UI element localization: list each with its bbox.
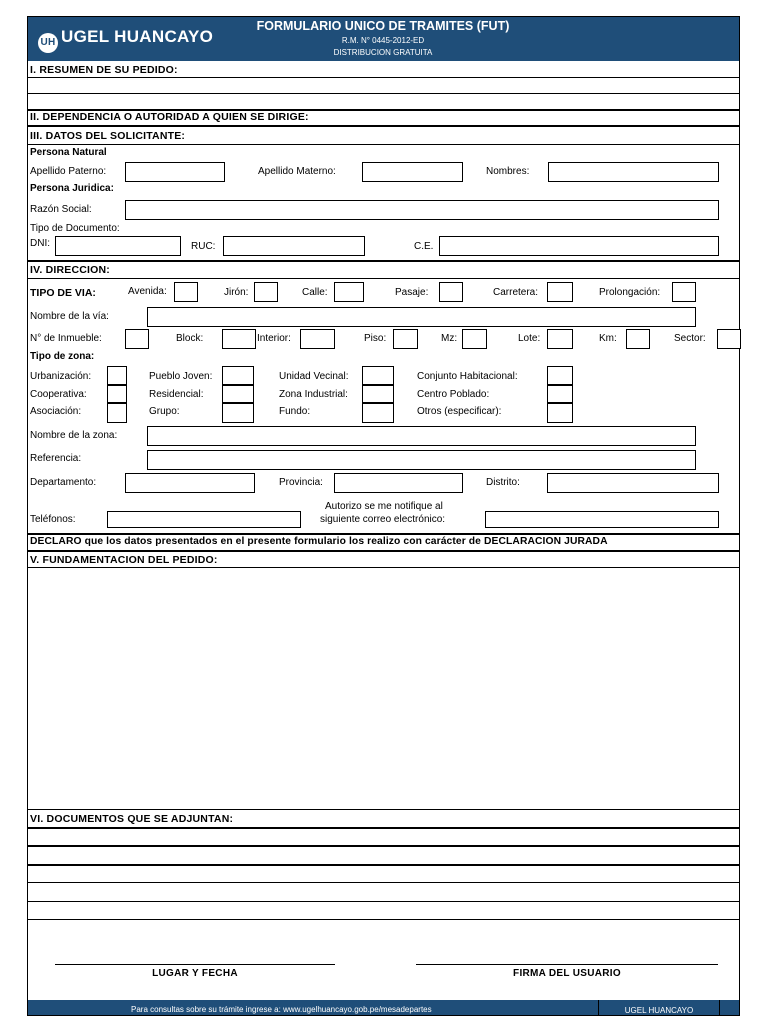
fundo-checkbox[interactable]	[362, 403, 394, 423]
fundamentacion-area[interactable]	[28, 568, 738, 808]
rule	[28, 144, 739, 145]
persona-natural-label: Persona Natural	[30, 147, 107, 158]
section-solicitante: III. DATOS DEL SOLICITANTE:	[30, 130, 186, 142]
km-label: Km:	[599, 333, 617, 344]
carretera-label: Carretera:	[493, 287, 539, 298]
ce-label: C.E.	[414, 241, 434, 252]
departamento-label: Departamento:	[30, 477, 97, 488]
resolution-number: R.M. N° 0445-2012-ED	[341, 36, 425, 45]
section-fundamentacion: V. FUNDAMENTACION DEL PEDIDO:	[30, 554, 218, 566]
form-header	[28, 17, 739, 61]
ugel-logo	[38, 27, 213, 53]
piso-label: Piso:	[364, 333, 387, 344]
lote-label: Lote:	[518, 333, 541, 344]
nombres-field[interactable]	[548, 162, 719, 182]
piso-field[interactable]	[393, 329, 418, 349]
distribution-note: DISTRIBUCION GRATUITA	[333, 48, 433, 57]
telefonos-label: Teléfonos:	[30, 514, 76, 525]
referencia-label: Referencia:	[30, 453, 82, 464]
residencial-checkbox[interactable]	[222, 385, 254, 403]
section-dependencia: II. DEPENDENCIA O AUTORIDAD A QUIEN SE DIRIGE:	[30, 111, 309, 123]
dni-field[interactable]	[55, 236, 181, 256]
ruc-label: RUC:	[191, 241, 216, 252]
fut-form	[27, 16, 740, 1016]
rule	[28, 260, 739, 262]
prolongacion-checkbox[interactable]	[672, 282, 696, 302]
urbanizacion-checkbox[interactable]	[107, 366, 127, 385]
conjunto-habitacional-checkbox[interactable]	[547, 366, 573, 385]
prolongacion-label: Prolongación:	[599, 287, 661, 298]
otros-checkbox[interactable]	[547, 403, 573, 423]
firma-line	[416, 964, 718, 965]
sector-label: Sector:	[674, 333, 706, 344]
apellido-paterno-field[interactable]	[125, 162, 225, 182]
ce-field[interactable]	[439, 236, 719, 256]
tipo-via-label: TIPO DE VIA:	[30, 287, 96, 299]
ugel-emblem-icon: UH	[38, 33, 58, 53]
apellido-materno-label: Apellido Materno:	[258, 166, 336, 177]
calle-label: Calle:	[302, 287, 328, 298]
unidad-vecinal-checkbox[interactable]	[362, 366, 394, 385]
block-label: Block:	[176, 333, 204, 344]
nombre-via-field[interactable]	[147, 307, 696, 327]
nombre-zona-field[interactable]	[147, 426, 696, 446]
block-field[interactable]	[222, 329, 256, 349]
rule	[28, 550, 739, 552]
autorizo-label-line2: siguiente correo electrónico:	[320, 514, 446, 525]
autorizo-label-line1: Autorizo se me notifique al	[325, 501, 443, 512]
declaracion-jurada: DECLARO que los datos presentados en el presente formulario los realizo con carácter de DECLARACION JURADA	[30, 536, 608, 547]
nombre-via-label: Nombre de la vía:	[30, 311, 109, 322]
nombre-zona-label: Nombre de la zona:	[30, 430, 118, 441]
rule	[28, 901, 739, 902]
nombres-label: Nombres:	[486, 166, 530, 177]
asociacion-label: Asociación:	[30, 406, 82, 417]
grupo-label: Grupo:	[149, 406, 180, 417]
mz-field[interactable]	[462, 329, 487, 349]
section-resumen: I. RESUMEN DE SU PEDIDO:	[30, 64, 178, 76]
provincia-label: Provincia:	[279, 477, 323, 488]
jiron-label: Jirón:	[224, 287, 249, 298]
rule	[28, 845, 739, 847]
apellido-paterno-label: Apellido Paterno:	[30, 166, 107, 177]
rule	[28, 882, 739, 883]
otros-label: Otros (especificar):	[417, 406, 502, 417]
calle-checkbox[interactable]	[334, 282, 364, 302]
rule	[28, 809, 739, 810]
asociacion-checkbox[interactable]	[107, 403, 127, 423]
rule	[28, 93, 739, 94]
section-direccion: IV. DIRECCION:	[30, 264, 111, 276]
mz-label: Mz:	[441, 333, 458, 344]
rule	[28, 533, 739, 535]
urbanizacion-label: Urbanización:	[30, 371, 92, 382]
cooperativa-checkbox[interactable]	[107, 385, 127, 403]
rule	[28, 864, 739, 866]
rule	[28, 919, 739, 920]
lugar-fecha-label: LUGAR Y FECHA	[152, 968, 238, 979]
tipo-documento-label: Tipo de Documento:	[30, 223, 120, 234]
centro-poblado-checkbox[interactable]	[547, 385, 573, 403]
telefonos-field[interactable]	[107, 511, 301, 528]
persona-juridica-label: Persona Juridica:	[30, 183, 114, 194]
correo-field[interactable]	[485, 511, 719, 528]
firma-label: FIRMA DEL USUARIO	[513, 968, 621, 979]
logo-text: UGEL HUANCAYO	[61, 27, 214, 46]
dni-label: DNI:	[30, 238, 50, 249]
carretera-checkbox[interactable]	[547, 282, 573, 302]
pueblo-joven-checkbox[interactable]	[222, 366, 254, 385]
footer-ugel: UGEL HUANCAYO	[598, 1000, 720, 1015]
avenida-checkbox[interactable]	[174, 282, 198, 302]
razon-social-field[interactable]	[125, 200, 719, 220]
lote-field[interactable]	[547, 329, 573, 349]
pueblo-joven-label: Pueblo Joven:	[149, 371, 213, 382]
jiron-checkbox[interactable]	[254, 282, 278, 302]
residencial-label: Residencial:	[149, 389, 204, 400]
tipo-zona-label: Tipo de zona:	[30, 351, 95, 362]
rule	[28, 125, 739, 127]
rule	[28, 827, 739, 829]
footer-consultas: Para consultas sobre su trámite ingrese a: www.ugelhuancayo.gob.pe/mesadepartes	[131, 1005, 432, 1014]
provincia-field[interactable]	[334, 473, 463, 493]
fundo-label: Fundo:	[279, 406, 311, 417]
distrito-field[interactable]	[547, 473, 719, 493]
conjunto-habitacional-label: Conjunto Habitacional:	[417, 371, 518, 382]
lugar-fecha-line	[55, 964, 335, 965]
rule	[28, 278, 739, 279]
apellido-materno-field[interactable]	[362, 162, 463, 182]
interior-label: Interior:	[257, 333, 291, 344]
grupo-checkbox[interactable]	[222, 403, 254, 423]
zona-industrial-label: Zona Industrial:	[279, 389, 348, 400]
n-inmueble-field[interactable]	[125, 329, 149, 349]
pasaje-checkbox[interactable]	[439, 282, 463, 302]
avenida-label: Avenida:	[128, 286, 167, 297]
ruc-field[interactable]	[223, 236, 365, 256]
sector-field[interactable]	[717, 329, 741, 349]
zona-industrial-checkbox[interactable]	[362, 385, 394, 403]
razon-social-label: Razón Social:	[30, 204, 92, 215]
section-documentos: VI. DOCUMENTOS QUE SE ADJUNTAN:	[30, 813, 234, 825]
form-footer	[28, 1000, 739, 1015]
form-title: FORMULARIO UNICO DE TRAMITES (FUT)	[256, 19, 510, 33]
n-inmueble-label: N° de Inmueble:	[30, 333, 102, 344]
interior-field[interactable]	[300, 329, 335, 349]
distrito-label: Distrito:	[486, 477, 520, 488]
centro-poblado-label: Centro Poblado:	[417, 389, 490, 400]
departamento-field[interactable]	[125, 473, 255, 493]
unidad-vecinal-label: Unidad Vecinal:	[279, 371, 349, 382]
km-field[interactable]	[626, 329, 650, 349]
referencia-field[interactable]	[147, 450, 696, 470]
pasaje-label: Pasaje:	[395, 287, 429, 298]
cooperativa-label: Cooperativa:	[30, 389, 87, 400]
rule	[28, 77, 739, 78]
